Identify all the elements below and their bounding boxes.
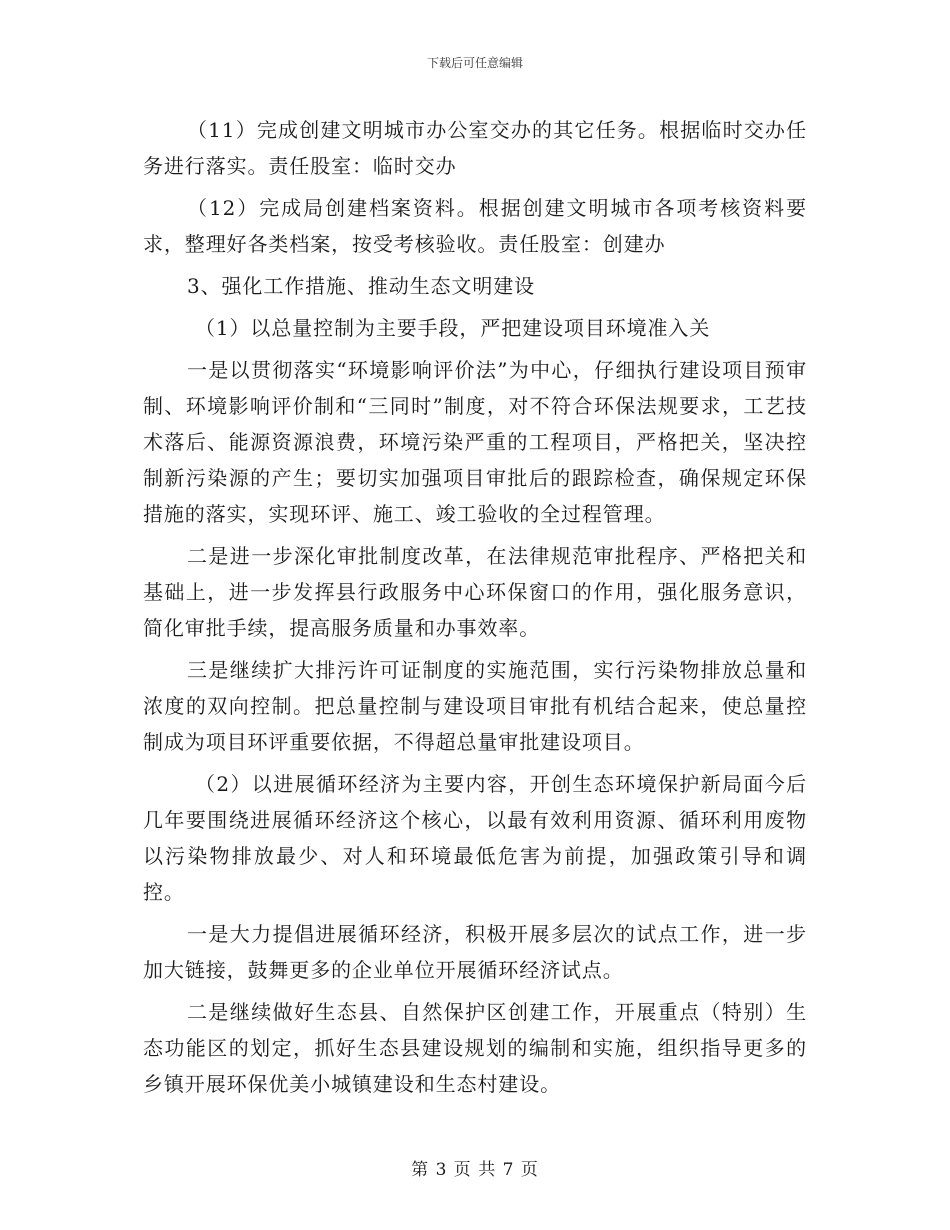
document-body: [143, 112, 807, 1108]
paragraph-point-1b: 二是进一步深化审批制度改革，在法律规范审批程序、严格把关和基础上，进一步发挥县行政服务中心环保窗口的作用，强化服务意识，简化审批手续，提高服务质量和办事效率。: [143, 544, 807, 640]
paragraph-task-12: （12）完成局创建档案资料。根据创建文明城市各项考核资料要求，整理好各类档案，按受考核验收。责任股室：创建办: [143, 196, 807, 256]
subheading-1: （1）以总量控制为主要手段，严把建设项目环境准入关: [195, 316, 711, 340]
paragraph-point-1c: 三是继续扩大排污许可证制度的实施范围，实行污染物排放总量和浓度的双向控制。把总量控制与建设项目审批有机结合起来，使总量控制成为项目环评重要依据，不得超总量审批建设项目。: [143, 658, 807, 754]
subheading-2: （2）以进展循环经济为主要内容，开创生态环境保护新局面今后几年要围绕进展循环经济这个核心，以最有效利用资源、循环利用废物以污染物排放最少、对人和环境最低危害为前提，加强政策引导和调控。: [143, 772, 807, 904]
paragraph-point-1a: 一是以贯彻落实“环境影响评价法”为中心，仔细执行建设项目预审制、环境影响评价制和“三同时”制度，对不符合环保法规要求，工艺技术落后、能源资源浪费，环境污染严重的工程项目，严格把关，坚决控制新污染源的产生；要切实加强项目审批后的跟踪检查，确保规定环保措施的落实，实现环评、施工、竣工验收的全过程管理。: [143, 358, 807, 526]
section-heading-3: 3、强化工作措施、推动生态文明建设: [187, 274, 536, 298]
page-header: 下载后可任意编辑: [426, 56, 523, 70]
paragraph-point-2a: 一是大力提倡进展循环经济，积极开展多层次的试点工作，进一步加大链接，鼓舞更多的企业单位开展循环经济试点。: [143, 922, 807, 982]
paragraph-point-2b: 二是继续做好生态县、自然保护区创建工作，开展重点（特别）生态功能区的划定，抓好生态县建设规划的编制和实施，组织指导更多的乡镇开展环保优美小城镇建设和生态村建设。: [143, 1000, 807, 1096]
paragraph-task-11: （11）完成创建文明城市办公室交办的其它任务。根据临时交办任务进行落实。责任股室：临时交办: [143, 118, 807, 178]
page-number: 第 3 页 共 7 页: [411, 1160, 539, 1180]
